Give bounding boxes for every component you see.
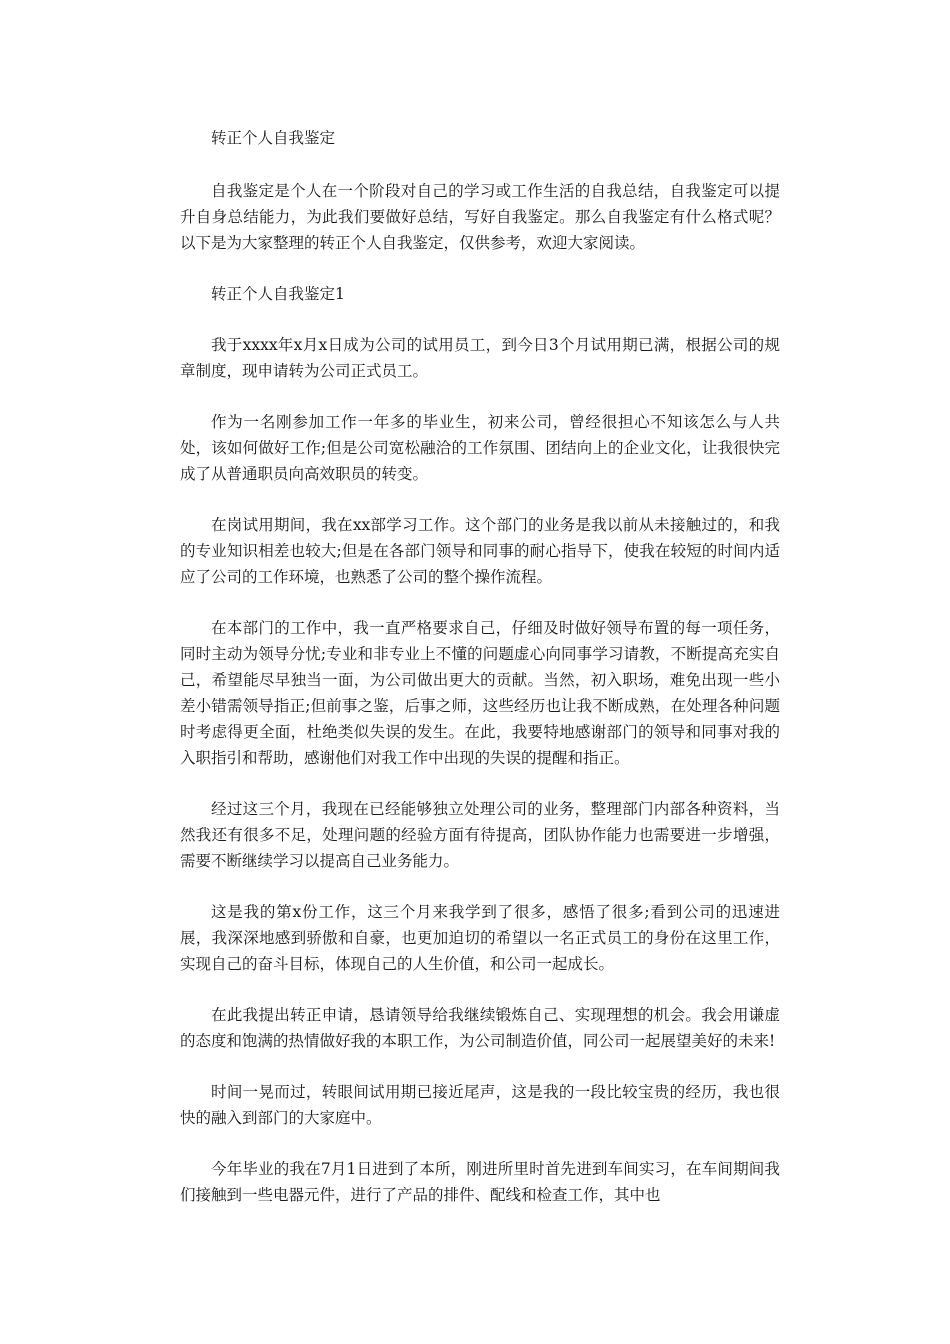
- body-paragraph: 在本部门的工作中，我一直严格要求自己，仔细及时做好领导布置的每一项任务，同时主动为领导分忧;专业和非专业上不懂的问题虚心向同事学习请教，不断提高充实自己，希望能尽早独当一面，为公司做出更大的贡献。当然，初入职场，难免出现一些小差小错需领导指正;但前事之鉴，后事之师，这些经历也让我不断成熟，在处理各种问题时考虑得更全面，杜绝类似失误的发生。在此，我要特地感谢部门的领导和同事对我的入职指引和帮助，感谢他们对我工作中出现的失误的提醒和指正。: [180, 619, 780, 767]
- body-paragraph: 时间一晃而过，转眼间试用期已接近尾声，这是我的一段比较宝贵的经历，我也很快的融入到部门的大家庭中。: [180, 1083, 780, 1127]
- body-paragraph: 在岗试用期间，我在xx部学习工作。这个部门的业务是我以前从未接触过的，和我的专业知识相差也较大;但是在各部门领导和同事的耐心指导下，使我在较短的时间内适应了公司的工作环境，也熟悉了公司的整个操作流程。: [180, 516, 780, 586]
- body-paragraph: 这是我的第x份工作，这三个月来我学到了很多，感悟了很多;看到公司的迅速进展，我深深地感到骄傲和自豪，也更加迫切的希望以一名正式员工的身份在这里工作，实现自己的奋斗目标，体现自己的人生价值，和公司一起成长。: [180, 903, 780, 973]
- body-paragraph: 今年毕业的我在7月1日进到了本所，刚进所里时首先进到车间实习，在车间期间我们接触到一些电器元件，进行了产品的排件、配线和检查工作，其中也: [180, 1160, 780, 1204]
- intro-paragraph: 自我鉴定是个人在一个阶段对自己的学习或工作生活的自我总结，自我鉴定可以提升自身总结能力，为此我们要做好总结，写好自我鉴定。那么自我鉴定有什么格式呢？以下是为大家整理的转正个人自我鉴定，仅供参考，欢迎大家阅读。: [180, 182, 780, 252]
- document-body: [180, 125, 780, 1233]
- body-paragraph: 作为一名刚参加工作一年多的毕业生，初来公司，曾经很担心不知该怎么与人共处，该如何做好工作;但是公司宽松融洽的工作氛围、团结向上的企业文化，让我很快完成了从普通职员向高效职员的转变。: [180, 413, 780, 483]
- body-paragraph: 经过这三个月，我现在已经能够独立处理公司的业务，整理部门内部各种资料，当然我还有很多不足，处理问题的经验方面有待提高，团队协作能力也需要进一步增强，需要不断继续学习以提高自己业务能力。: [180, 800, 780, 870]
- body-paragraph: 在此我提出转正申请，恳请领导给我继续锻炼自己、实现理想的机会。我会用谦虚的态度和饱满的热情做好我的本职工作，为公司制造价值，同公司一起展望美好的未来!: [180, 1006, 780, 1050]
- document-title: 转正个人自我鉴定: [211, 129, 336, 147]
- body-paragraph: 我于xxxx年x月x日成为公司的试用员工，到今日3个月试用期已满，根据公司的规章制度，现申请转为公司正式员工。: [180, 336, 780, 380]
- section-heading: 转正个人自我鉴定1: [211, 285, 345, 303]
